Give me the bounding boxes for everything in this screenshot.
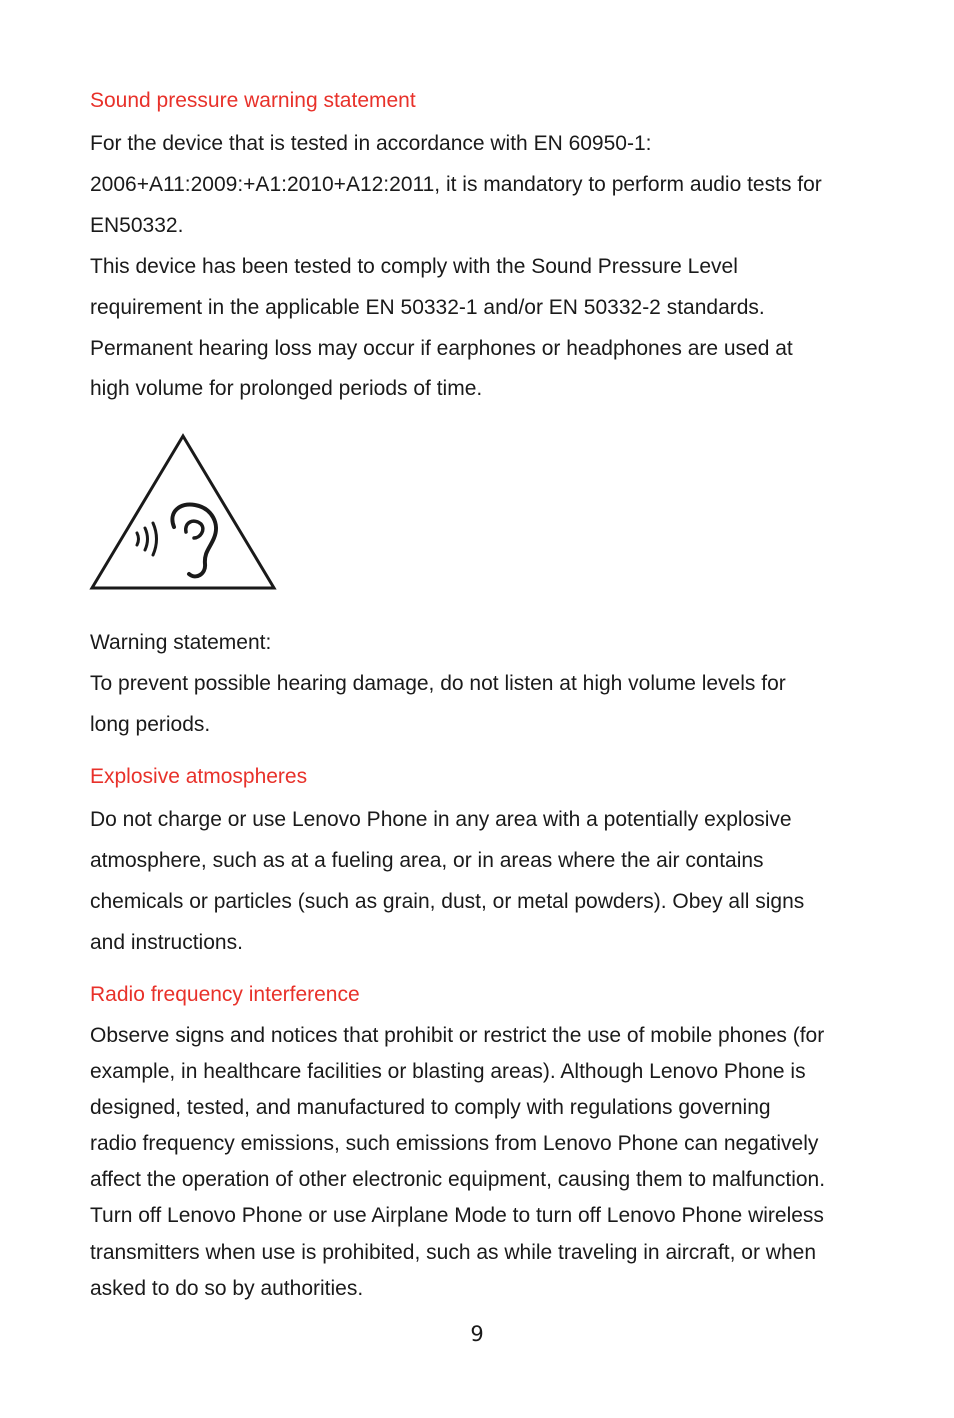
paragraph-line: radio frequency emissions, such emissions from Lenovo Phone can negatively xyxy=(90,1132,819,1155)
paragraph-line: Do not charge or use Lenovo Phone in any area with a potentially explosive xyxy=(90,808,792,831)
paragraph-line: 2006+A11:2009:+A1:2010+A12:2011, it is mandatory to perform audio tests for xyxy=(90,173,822,196)
paragraph-line: chemicals or particles (such as grain, dust, or metal powders). Obey all signs xyxy=(90,890,805,913)
paragraph-line: atmosphere, such as at a fueling area, or in areas where the air contains xyxy=(90,849,764,872)
paragraph-line: designed, tested, and manufactured to comply with regulations governing xyxy=(90,1096,771,1119)
paragraph-line: asked to do so by authorities. xyxy=(90,1277,364,1300)
paragraph-line: Observe signs and notices that prohibit or restrict the use of mobile phones (for xyxy=(90,1024,825,1047)
paragraph-line: transmitters when use is prohibited, such as while traveling in aircraft, or when xyxy=(90,1241,816,1264)
paragraph-line: affect the operation of other electronic equipment, causing them to malfunction. xyxy=(90,1168,826,1191)
paragraph-line: and instructions. xyxy=(90,931,243,954)
paragraph-line: long periods. xyxy=(90,713,211,736)
hearing-damage-warning-icon xyxy=(88,432,278,592)
section-heading-explosive-atmospheres: Explosive atmospheres xyxy=(90,765,308,788)
page-number: 9 xyxy=(470,1322,484,1346)
paragraph-line: For the device that is tested in accordance with EN 60950-1: xyxy=(90,132,652,155)
section-heading-sound-pressure: Sound pressure warning statement xyxy=(90,89,416,112)
paragraph-line: Permanent hearing loss may occur if earphones or headphones are used at xyxy=(90,337,793,360)
paragraph-line: EN50332. xyxy=(90,214,184,237)
paragraph-line: Turn off Lenovo Phone or use Airplane Mode to turn off Lenovo Phone wireless xyxy=(90,1204,824,1227)
paragraph-line: requirement in the applicable EN 50332-1 and/or EN 50332-2 standards. xyxy=(90,296,765,319)
paragraph-line: This device has been tested to comply with the Sound Pressure Level xyxy=(90,255,738,278)
paragraph-line: To prevent possible hearing damage, do not listen at high volume levels for xyxy=(90,672,786,695)
warning-statement-label: Warning statement: xyxy=(90,631,272,654)
paragraph-line: high volume for prolonged periods of time. xyxy=(90,377,483,400)
paragraph-line: example, in healthcare facilities or blasting areas). Although Lenovo Phone is xyxy=(90,1060,806,1083)
section-heading-radio-frequency: Radio frequency interference xyxy=(90,983,360,1006)
